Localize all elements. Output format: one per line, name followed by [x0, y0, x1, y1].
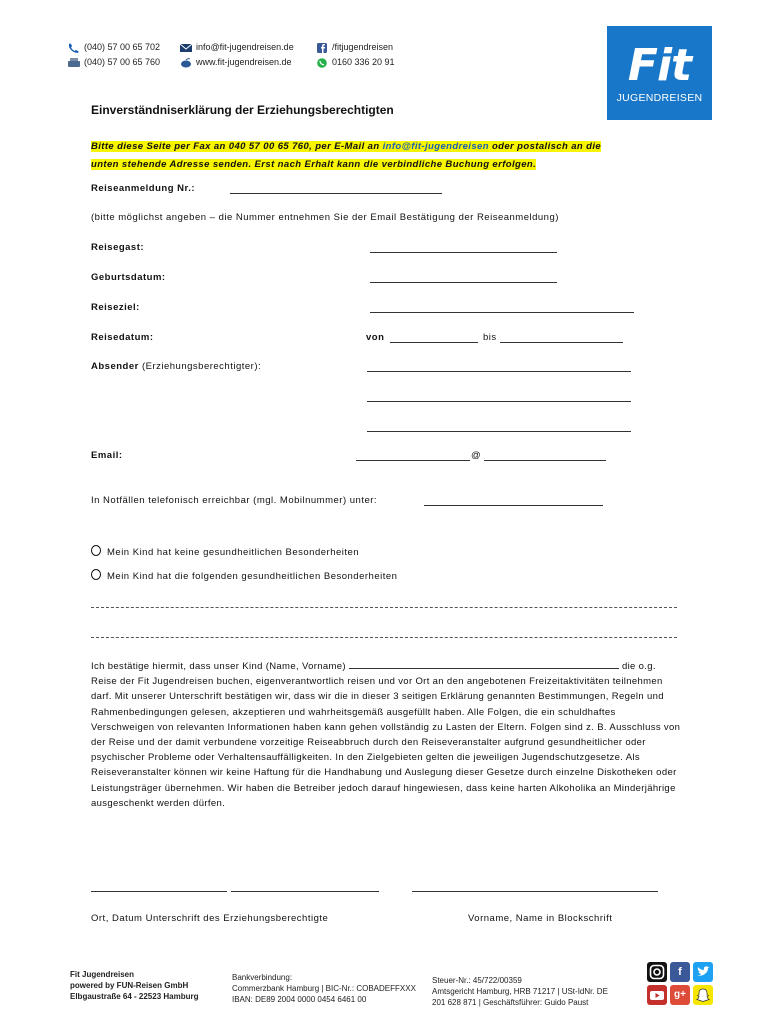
sender-input-line-2[interactable]: [367, 401, 631, 402]
notice-line-2: unten stehende Adresse senden. Erst nach Erhalt kann die verbindliche Buchung erfolgen.: [91, 159, 537, 170]
footer-tax: Steuer-Nr.: 45/722/00359 Amtsgericht Hamburg, HRB 71217 | USt-IdNr. DE 201 628 871 | Geschäftsführer: Guido Paust: [432, 976, 608, 1007]
twitter-icon[interactable]: [693, 962, 713, 982]
footer-bank: Bankverbindung: Commerzbank Hamburg | BIC-Nr.: COBADEFFXXX IBAN: DE89 2004 0000 0454 6461 00: [232, 973, 416, 1004]
mail-icon: [180, 43, 192, 53]
sender-input-line-1[interactable]: [367, 371, 631, 372]
registration-hint: (bitte möglichst angeben – die Nummer entnehmen Sie der Email Bestätigung der Reiseanmeldung): [91, 212, 559, 223]
special-needs-line-1[interactable]: [91, 607, 677, 608]
header-fax: (040) 57 00 65 760: [68, 57, 160, 68]
signature-block-name-line[interactable]: [412, 891, 658, 892]
email-label: Email:: [91, 450, 123, 461]
notice-block: [91, 137, 601, 173]
email-domain-input[interactable]: [484, 460, 606, 461]
facebook-icon: [316, 43, 328, 53]
youtube-icon[interactable]: [647, 985, 667, 1005]
globe-mouse-icon: [180, 58, 192, 68]
notice-line-1: Bitte diese Seite per Fax an 040 57 00 65 760, per E-Mail an info@fit-jugendreisen oder postalisch an die: [91, 141, 602, 152]
registration-label: Reiseanmeldung Nr.:: [91, 183, 195, 194]
document-title: Einverständniserklärung der Erziehungsberechtigten: [91, 103, 394, 117]
signature-right-label: Vorname, Name in Blockschrift: [468, 913, 613, 924]
date-from-input[interactable]: [390, 342, 478, 343]
destination-label: Reiseziel:: [91, 302, 140, 313]
travel-date-label: Reisedatum:: [91, 332, 154, 343]
snapchat-icon[interactable]: [693, 985, 713, 1005]
date-from-label: von: [366, 332, 385, 343]
signature-guardian-line[interactable]: [231, 891, 379, 892]
radio-circle-icon[interactable]: [91, 569, 101, 580]
email-at-sign: @: [471, 450, 482, 461]
option-no-special-needs[interactable]: Mein Kind hat keine gesundheitlichen Besonderheiten: [91, 545, 359, 558]
instagram-icon[interactable]: [647, 962, 667, 982]
fax-icon: [68, 58, 80, 68]
google-plus-icon[interactable]: g+: [670, 985, 690, 1005]
sender-input-line-3[interactable]: [367, 431, 631, 432]
date-to-label: bis: [483, 332, 497, 343]
email-local-input[interactable]: [356, 460, 470, 461]
destination-input[interactable]: [370, 312, 634, 313]
registration-input[interactable]: [230, 193, 442, 194]
sender-label: Absender (Erziehungsberechtigter):: [91, 361, 262, 372]
declaration-paragraph: Ich bestätige hiermit, dass unser Kind (Name, Vorname) die o.g. Reise der Fit Jugendreisen buchen, eigenverantwortlich reisen und vor Ort an den angebotenen Freizeitaktivitäten teilnehmen darf. Mit unserer Unterschrift bestätigen wir, dass wir die in dieser 3 seitigen Erklärung genannten Bestimmungen, Regeln und Rahmenbedingungen gelesen, akzeptieren und wahrheitsgemäß ausgefüllt haben. Alle Folgen, die ein schuldhaftes Verschweigen von relevanten Informationen haben kann gehen vollständig zu Lasten der Eltern. Folgen sind z. B. Ausschluss von der Reise und der damit verbundene vorzeitige Reiseabbruch durch den Reiseveranstalter aufgrund gesundheitlicher oder psychischer Probleme oder Verhaltensauffälligkeiten. In den Zielgebieten gelten die jeweiligen Jugendschutzgesetze. Als Reiseveranstalter können wir keine Haftung für die Handhabung und Auslegung dieser Gesetze durch einzelne Diskotheken oder Leistungsträger übernehmen. Wir haben die Betreiber jedoch darauf hingewiesen, dass keine harten Alkoholika an Minderjährige ausgeschenkt werden dürfen.: [91, 661, 681, 809]
signature-left-label: Ort, Datum Unterschrift des Erziehungsberechtigte: [91, 913, 329, 924]
whatsapp-icon: [316, 58, 328, 68]
guest-input[interactable]: [370, 252, 557, 253]
signature-place-date-line[interactable]: [91, 891, 227, 892]
header-facebook[interactable]: /fitjugendreisen: [316, 42, 393, 53]
birthdate-input[interactable]: [370, 282, 557, 283]
logo-main-text: Fit: [627, 40, 692, 91]
header-website[interactable]: www.fit-jugendreisen.de: [180, 57, 292, 68]
header-email[interactable]: info@fit-jugendreisen.de: [180, 42, 294, 53]
logo-sub-text: JUGENDREISEN: [616, 92, 703, 104]
emergency-phone-input[interactable]: [424, 505, 603, 506]
emergency-label: In Notfällen telefonisch erreichbar (mgl. Mobilnummer) unter:: [91, 495, 378, 506]
birthdate-label: Geburtsdatum:: [91, 272, 166, 283]
facebook-icon[interactable]: f: [670, 962, 690, 982]
option-special-needs[interactable]: Mein Kind hat die folgenden gesundheitlichen Besonderheiten: [91, 569, 397, 582]
guest-label: Reisegast:: [91, 242, 145, 253]
header-phone: (040) 57 00 65 702: [68, 42, 160, 53]
special-needs-line-2[interactable]: [91, 637, 677, 638]
date-to-input[interactable]: [500, 342, 623, 343]
notice-email-link[interactable]: info@fit-jugendreisen: [382, 141, 489, 152]
radio-circle-icon[interactable]: [91, 545, 101, 556]
child-name-input[interactable]: [349, 659, 619, 669]
header-whatsapp[interactable]: 0160 336 20 91: [316, 57, 395, 68]
fit-jugendreisen-logo: [607, 26, 712, 120]
phone-icon: [68, 43, 80, 53]
footer-company: Fit Jugendreisen powered by FUN-Reisen GmbH Elbgaustraße 64 - 22523 Hamburg: [70, 970, 199, 1001]
